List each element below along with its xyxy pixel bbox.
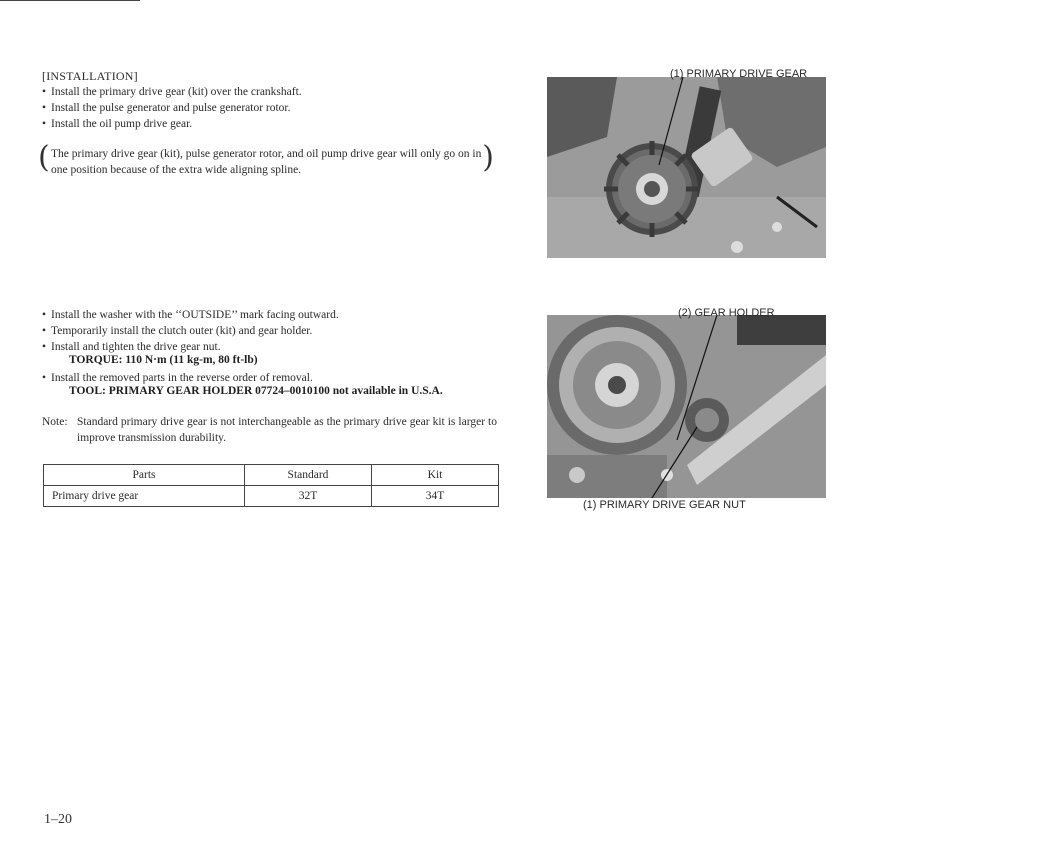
caution-text: The primary drive gear (kit), pulse generator rotor, and oil pump drive gear will only go on in one position because of the extra wide aligning spline. — [51, 148, 482, 176]
step-item: • Install the primary drive gear (kit) over the crankshaft. — [42, 84, 302, 100]
primary-drive-gear-photo — [547, 77, 826, 258]
table-header: Parts — [44, 465, 245, 486]
step-item: • Install and tighten the drive gear nut. — [42, 339, 339, 355]
page-number: 1–20 — [44, 812, 72, 827]
table-cell: Primary drive gear — [44, 486, 245, 507]
top-rule — [0, 0, 140, 1]
tool-spec: TOOL: PRIMARY GEAR HOLDER 07724–0010100 not available in U.S.A. — [69, 385, 443, 397]
table-header: Kit — [372, 465, 499, 486]
step-item: • Install the oil pump drive gear. — [42, 116, 302, 132]
table-header: Standard — [245, 465, 372, 486]
installation-steps — [42, 84, 302, 132]
table-header-row — [44, 465, 499, 486]
section-heading: [INSTALLATION] — [42, 69, 138, 83]
open-bracket: ( — [38, 140, 50, 175]
note-text: Standard primary drive gear is not interchangeable as the primary drive gear kit is larger to improve transmission durability. — [77, 416, 497, 444]
step-item: • Install the pulse generator and pulse generator rotor. — [42, 100, 302, 116]
tightening-steps — [42, 307, 339, 355]
note-label: Note: — [42, 416, 68, 428]
figure-caption: (1) PRIMARY DRIVE GEAR — [670, 68, 808, 80]
table-cell: 32T — [245, 486, 372, 507]
parts-table — [43, 464, 499, 507]
torque-spec: TORQUE: 110 N·m (11 kg-m, 80 ft-lb) — [69, 354, 258, 366]
table-cell: 34T — [372, 486, 499, 507]
step-item: • Temporarily install the clutch outer (kit) and gear holder. — [42, 323, 339, 339]
close-bracket: ) — [482, 140, 494, 175]
figure-caption: (2) GEAR HOLDER — [678, 307, 775, 319]
figure-caption: (1) PRIMARY DRIVE GEAR NUT — [583, 499, 746, 511]
step-item: • Install the washer with the ‘‘OUTSIDE’’ mark facing outward. — [42, 307, 339, 323]
gear-holder-photo — [547, 315, 826, 498]
step-item: • Install the removed parts in the reverse order of removal. — [42, 370, 313, 386]
final-steps — [42, 370, 313, 386]
caution-box — [38, 140, 494, 180]
table-row — [44, 486, 499, 507]
